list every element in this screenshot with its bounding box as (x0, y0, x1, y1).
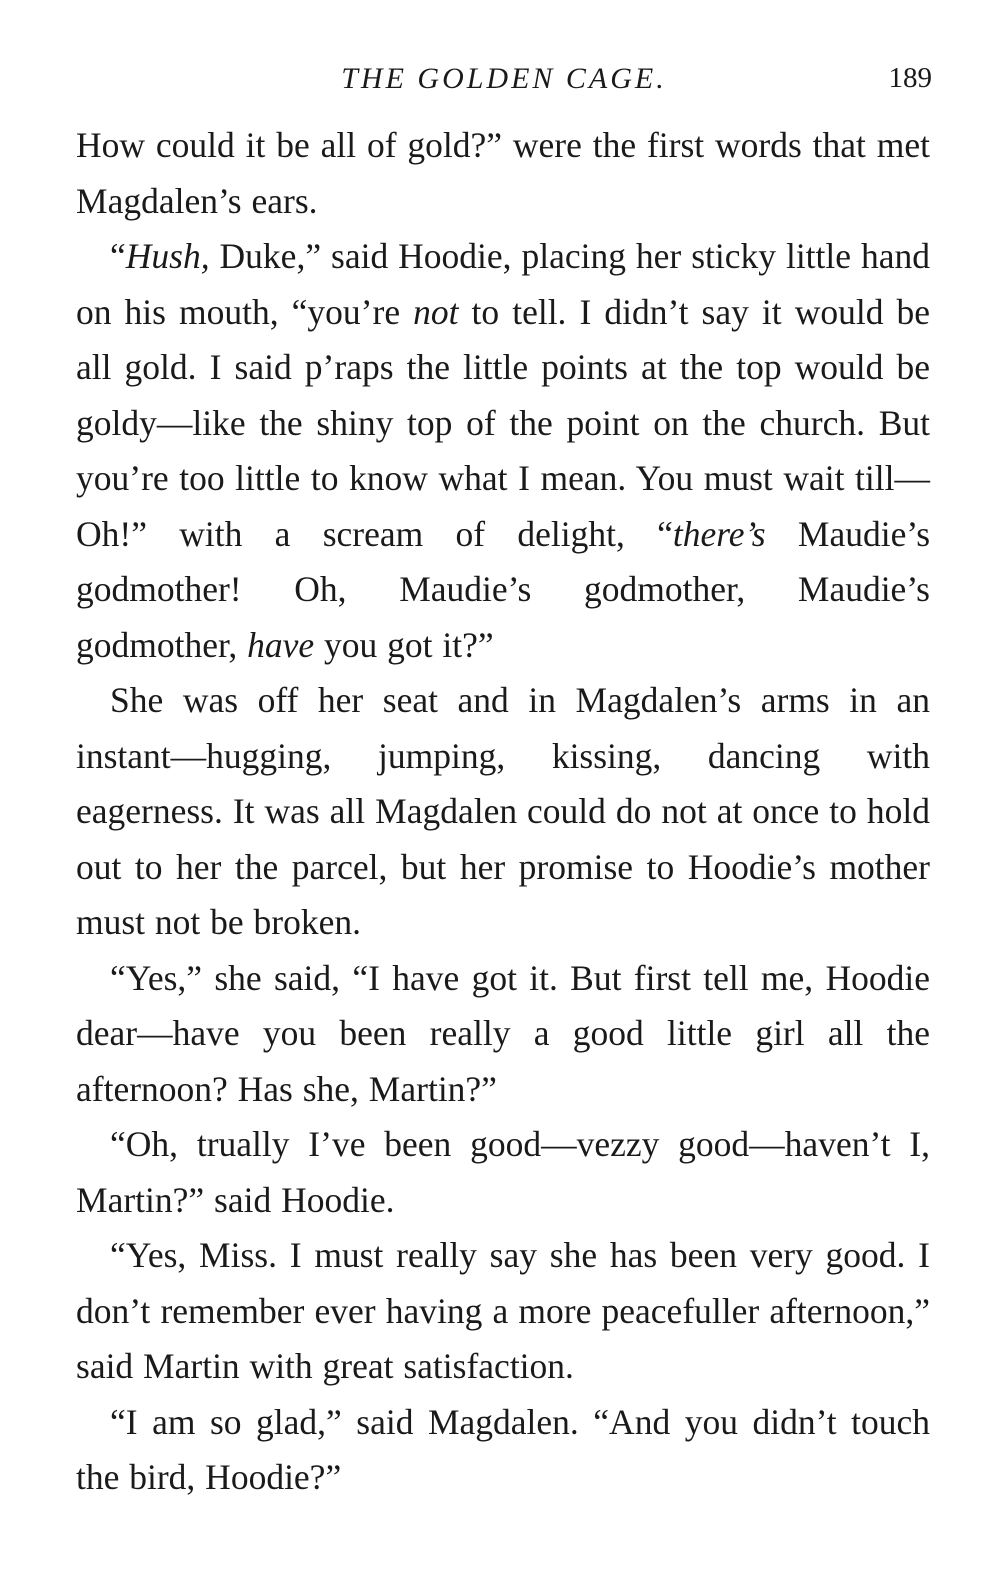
paragraph-2 (76, 229, 930, 673)
text-run: Duke,” said Hoodie, placing her sticky little hand on his mouth, “you’re (76, 236, 930, 332)
text-run: to tell. I didn’t say it would be all gold. I said p’raps the little points at the top would be goldy—like the shiny top of the point on the church. But you’re too little to know what I mean. You must wait till— Oh!” with a scream of delight, “ (76, 291, 930, 554)
text-run: “Oh, trually I’ve been good—vezzy good—haven’t I, Martin?” said Hoodie. (76, 1124, 930, 1220)
text-run: “Yes, Miss. I must really say she has been very good. I don’t remember ever having a more peacefuller afternoon,” said Martin with great satisfaction. (76, 1235, 930, 1386)
italic-text-run: have (247, 624, 315, 665)
paragraph-7 (76, 1395, 930, 1506)
paragraph-3 (76, 673, 930, 951)
italic-text-run: Hush, (125, 236, 210, 276)
running-title: THE GOLDEN CAGE. (341, 62, 667, 95)
running-head (76, 62, 932, 102)
text-run: Maudie’s godmother! Oh, Maudie’s godmother, Maudie’s godmother, (76, 513, 931, 665)
body-text (76, 118, 930, 1506)
text-run: “ (110, 236, 126, 276)
text-run: “I am so glad,” said Magdalen. “And you didn’t touch the bird, Hoodie?” (76, 1401, 930, 1497)
italic-text-run: there’s (672, 513, 766, 554)
text-run: How could it be all of gold?” were the first words that met Magdalen’s ears. (76, 125, 930, 221)
italic-text-run: not (413, 291, 459, 332)
paragraph-6 (76, 1228, 930, 1395)
paragraph-5 (76, 1117, 930, 1228)
text-run: “Yes,” she said, “I have got it. But first tell me, Hoodie dear—have you been really a good little girl all the afternoon? Has she, Martin?” (76, 957, 930, 1109)
paragraph-1 (76, 118, 930, 229)
page-number: 189 (888, 62, 932, 94)
paragraph-4 (76, 951, 930, 1118)
text-run: She was off her seat and in Magdalen’s arms in an instant—hugging, jumping, kissing, dancing with eagerness. It was all Magdalen could do not at once to hold out to her the parcel, but her promise to Hoodie’s mother must not be broken. (76, 680, 930, 942)
text-run: you got it?” (314, 624, 494, 665)
